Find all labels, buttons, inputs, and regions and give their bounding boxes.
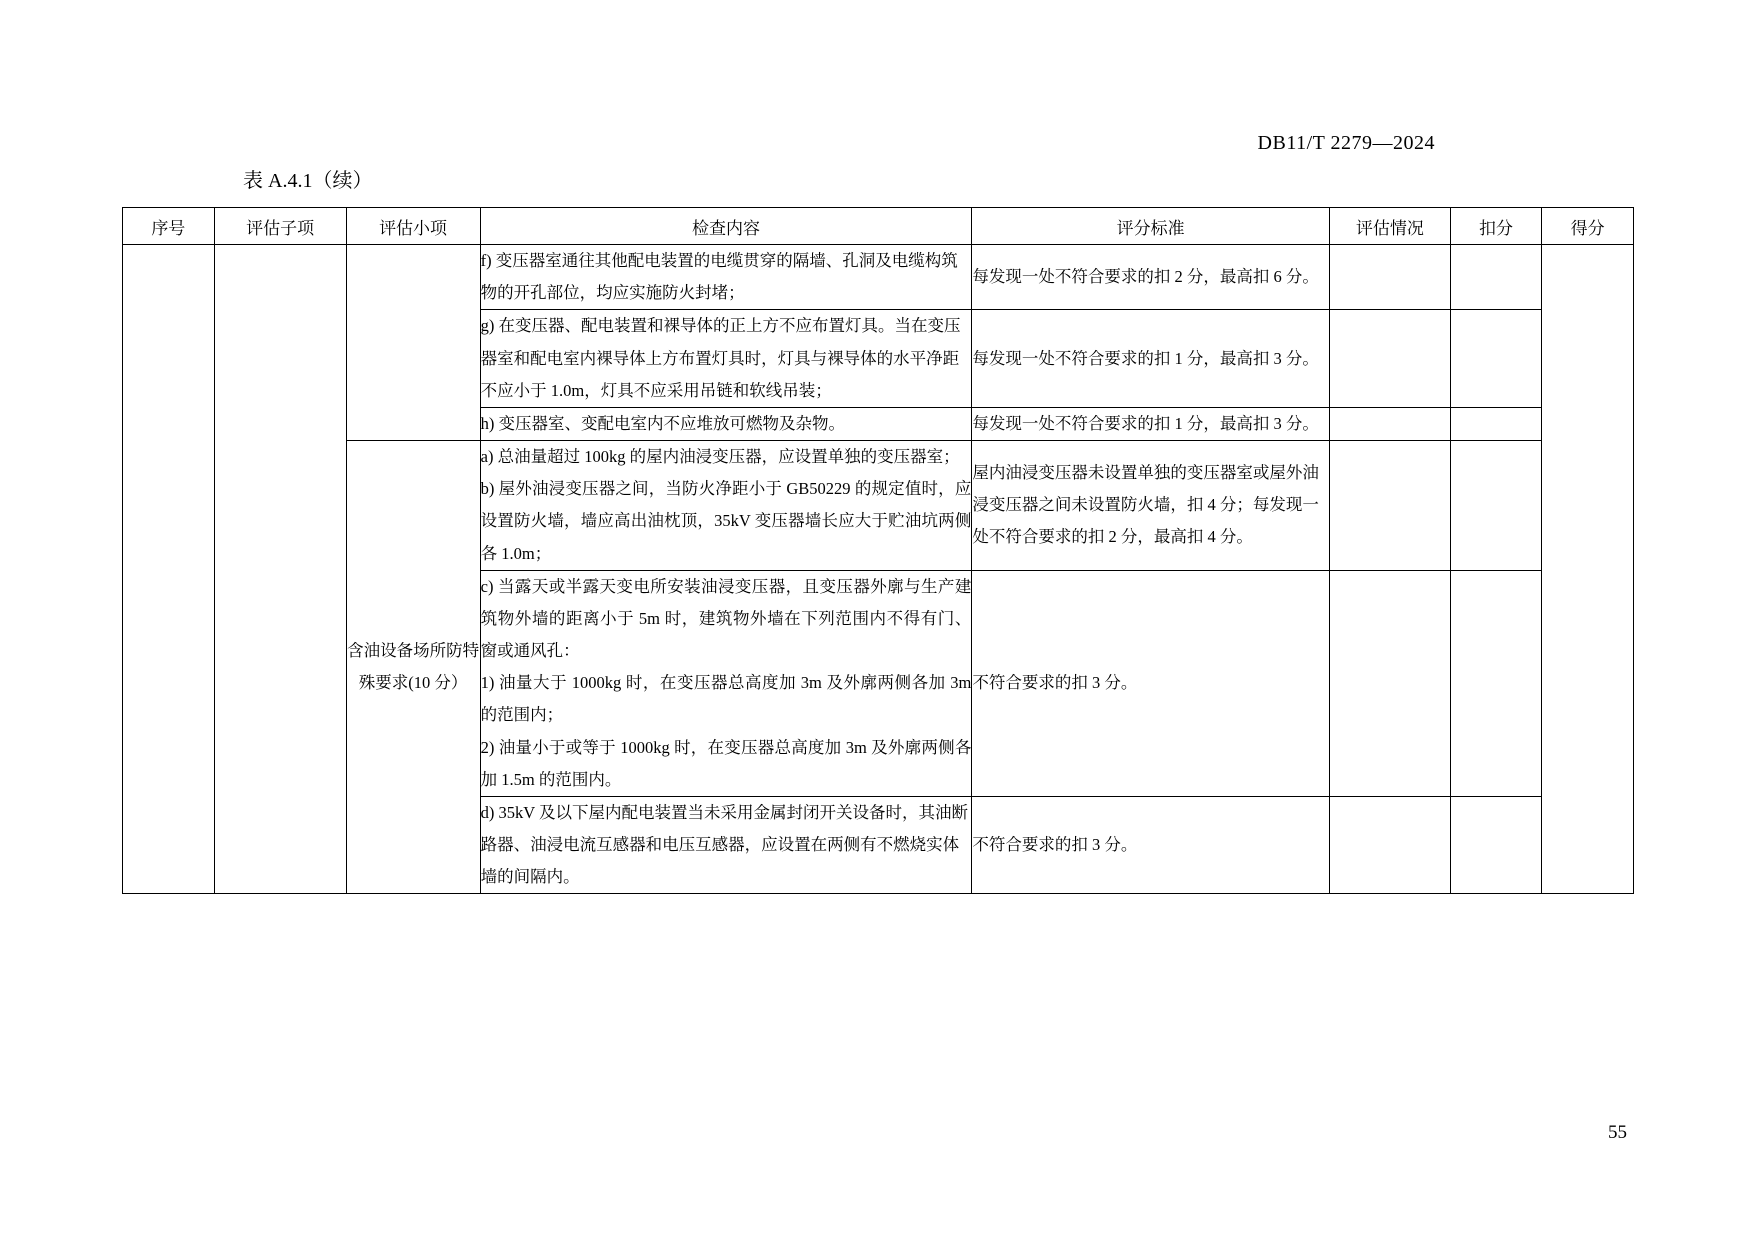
table-row: [123, 441, 1634, 571]
cell-deduction[interactable]: [1450, 245, 1542, 310]
cell-deduction[interactable]: [1450, 796, 1542, 894]
cell-status[interactable]: [1329, 441, 1450, 571]
cell-seq: [123, 245, 215, 894]
standard-code-header: DB11/T 2279—2024: [1257, 132, 1435, 154]
cell-criteria: 不符合要求的扣 3 分。: [972, 570, 1330, 796]
column-header-small-item: 评估小项: [346, 208, 480, 245]
table-row: [123, 245, 1634, 310]
cell-criteria: 每发现一处不符合要求的扣 2 分，最高扣 6 分。: [972, 245, 1330, 310]
cell-score[interactable]: [1542, 245, 1634, 894]
cell-status[interactable]: [1329, 310, 1450, 408]
cell-status[interactable]: [1329, 796, 1450, 894]
cell-sub-item: [214, 245, 346, 894]
cell-criteria: 每发现一处不符合要求的扣 1 分，最高扣 3 分。: [972, 310, 1330, 408]
column-header-score: 得分: [1542, 208, 1634, 245]
column-header-content: 检查内容: [480, 208, 972, 245]
cell-criteria: 不符合要求的扣 3 分。: [972, 796, 1330, 894]
assessment-table: [122, 207, 1634, 894]
cell-status[interactable]: [1329, 407, 1450, 440]
cell-content: g) 在变压器、配电装置和裸导体的正上方不应布置灯具。当在变压器室和配电室内裸导体上方布置灯具时，灯具与裸导体的水平净距不应小于 1.0m，灯具不应采用吊链和软线吊装；: [480, 310, 972, 408]
cell-deduction[interactable]: [1450, 407, 1542, 440]
cell-small-item-group2: 含油设备场所防特殊要求(10 分）: [346, 441, 480, 894]
cell-content: h) 变压器室、变配电室内不应堆放可燃物及杂物。: [480, 407, 972, 440]
cell-content: a) 总油量超过 100kg 的屋内油浸变压器，应设置单独的变压器室； b) 屋外油浸变压器之间，当防火净距小于 GB50229 的规定值时，应设置防火墙，墙应高出油枕顶，35kV 变压器墙长应大于贮油坑两侧各 1.0m；: [480, 441, 972, 571]
cell-criteria: 屋内油浸变压器未设置单独的变压器室或屋外油浸变压器之间未设置防火墙，扣 4 分；每发现一处不符合要求的扣 2 分，最高扣 4 分。: [972, 441, 1330, 571]
column-header-sub-item: 评估子项: [214, 208, 346, 245]
cell-deduction[interactable]: [1450, 310, 1542, 408]
cell-status[interactable]: [1329, 570, 1450, 796]
cell-content: d) 35kV 及以下屋内配电装置当未采用金属封闭开关设备时，其油断路器、油浸电流互感器和电压互感器，应设置在两侧有不燃烧实体墙的间隔内。: [480, 796, 972, 894]
column-header-criteria: 评分标准: [972, 208, 1330, 245]
cell-content: c) 当露天或半露天变电所安装油浸变压器，且变压器外廓与生产建筑物外墙的距离小于 5m 时，建筑物外墙在下列范围内不得有门、窗或通风孔： 1) 油量大于 1000kg 时，在变压器总高度加 3m 及外廓两侧各加 3m 的范围内； 2) 油量小于或等于 1000kg 时，在变压器总高度加 3m 及外廓两侧各加 1.5m 的范围内。: [480, 570, 972, 796]
cell-criteria: 每发现一处不符合要求的扣 1 分，最高扣 3 分。: [972, 407, 1330, 440]
cell-deduction[interactable]: [1450, 570, 1542, 796]
cell-small-item-group1: [346, 245, 480, 441]
column-header-seq: 序号: [123, 208, 215, 245]
page-number: 55: [1608, 1122, 1627, 1143]
cell-deduction[interactable]: [1450, 441, 1542, 571]
column-header-status: 评估情况: [1329, 208, 1450, 245]
cell-status[interactable]: [1329, 245, 1450, 310]
column-header-deduction: 扣分: [1450, 208, 1542, 245]
cell-content: f) 变压器室通往其他配电装置的电缆贯穿的隔墙、孔洞及电缆构筑物的开孔部位，均应实施防火封堵；: [480, 245, 972, 310]
table-header-row: [123, 208, 1634, 245]
table-caption: 表 A.4.1（续）: [243, 170, 373, 192]
